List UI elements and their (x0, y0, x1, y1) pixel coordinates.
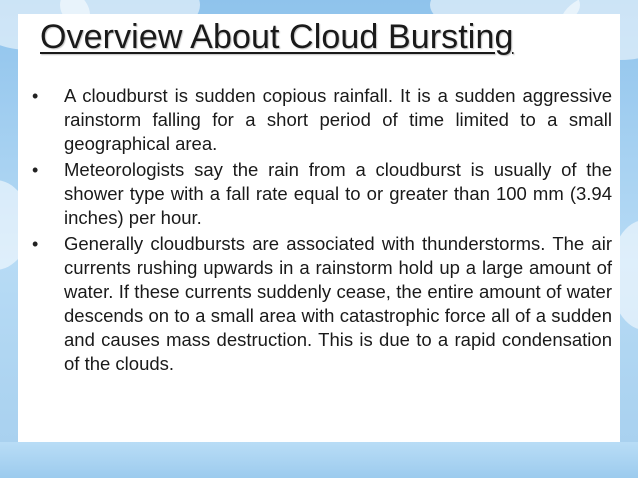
bottom-sky-band (0, 442, 638, 478)
bullet-item (32, 232, 612, 376)
slide-title: Overview About Cloud Bursting (40, 18, 514, 56)
bullet-item (32, 84, 612, 156)
bullet-text: A cloudburst is sudden copious rainfall. It is a sudden aggressive rainstorm falling for a short period of time limited to a small geographical area. (64, 85, 612, 154)
bullet-text: Meteorologists say the rain from a cloudburst is usually of the shower type with a fall rate equal to or greater than 100 mm (3.94 inches) per hour. (64, 159, 612, 228)
bullet-marker: • (32, 234, 39, 254)
bullet-text: Generally cloudbursts are associated with thunderstorms. The air currents rushing upwards in a rainstorm hold up a large amount of water. If these currents suddenly cease, the entire amount of water descends on to a small area with catastrophic force all of a sudden and causes mass destruction. This is due to a rapid condensation of the clouds. (64, 233, 612, 374)
bullet-list (32, 84, 612, 378)
bullet-marker: • (32, 86, 39, 106)
bullet-marker: • (32, 160, 39, 180)
bullet-item (32, 158, 612, 230)
